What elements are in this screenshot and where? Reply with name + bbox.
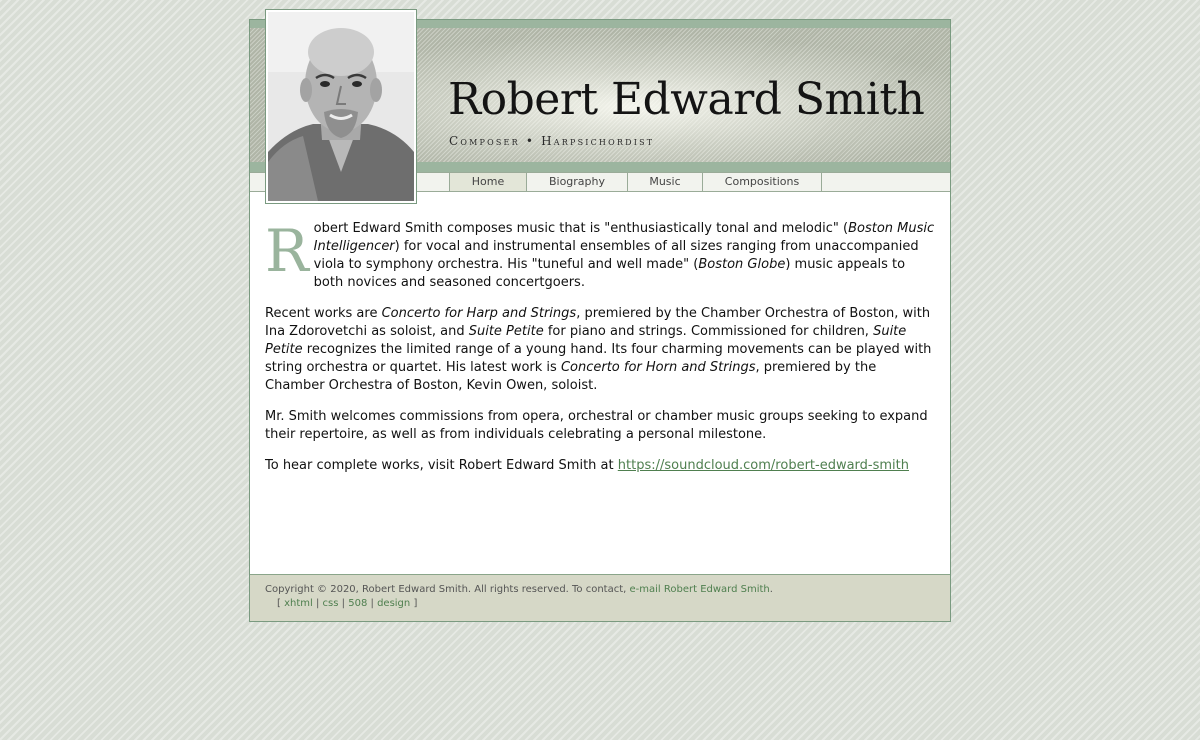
listen-paragraph: To hear complete works, visit Robert Edward Smith at https://soundcloud.com/robert-edward-smith [265, 458, 909, 473]
site-title: Robert Edward Smith [448, 74, 925, 125]
email-link[interactable]: e-mail Robert Edward Smith [629, 584, 770, 595]
design-link[interactable]: design [377, 598, 411, 609]
css-link[interactable]: css [322, 598, 339, 609]
footer-copyright: Copyright © 2020, Robert Edward Smith. All rights reserved. To contact, e-mail Robert Edward Smith. [265, 584, 773, 595]
soundcloud-link[interactable]: https://soundcloud.com/robert-edward-smith [617, 458, 909, 473]
nav-biography[interactable]: Biography [526, 173, 627, 191]
508-link[interactable]: 508 [348, 598, 368, 609]
drop-cap: R [265, 217, 309, 285]
commissions-paragraph: Mr. Smith welcomes commissions from opera, orchestral or chamber music groups seeking to expand their repertoire, as well as from individuals celebrating a personal milestone. [265, 409, 928, 442]
intro-paragraph: Robert Edward Smith composes music that is "enthusiastically tonal and melodic" (Boston Music Intelligencer) for vocal and instrumental ensembles of all sizes ranging from unaccompanied viola to symphony orchestra. His "tuneful and well made" (Boston Globe) music appeals to both novices and seasoned concertgoers. [265, 217, 935, 290]
footer [250, 574, 950, 621]
page-container [249, 19, 951, 622]
xhtml-link[interactable]: xhtml [284, 598, 313, 609]
portrait-photo [265, 9, 417, 204]
main-content [265, 217, 935, 488]
main-nav [449, 173, 822, 191]
site-subtitle: Composer • Harpsichordist [449, 134, 655, 148]
recent-works-paragraph: Recent works are Concerto for Harp and Strings, premiered by the Chamber Orchestra of Boston, with Ina Zdorovetchi as soloist, and Suite Petite for piano and strings. Commissioned for children, Suite Petite recognizes the limited range of a young hand. Its four charming movements can be played with string orchestra or quartet. His latest work is Concerto for Horn and Strings, premiered by the Chamber Orchestra of Boston, Kevin Owen, soloist. [265, 306, 932, 393]
nav-compositions[interactable]: Compositions [702, 173, 822, 191]
portrait-image [268, 12, 414, 201]
footer-validation-links: [ xhtml | css | 508 | design ] [277, 598, 418, 609]
nav-music[interactable]: Music [627, 173, 702, 191]
nav-home[interactable]: Home [449, 173, 526, 191]
